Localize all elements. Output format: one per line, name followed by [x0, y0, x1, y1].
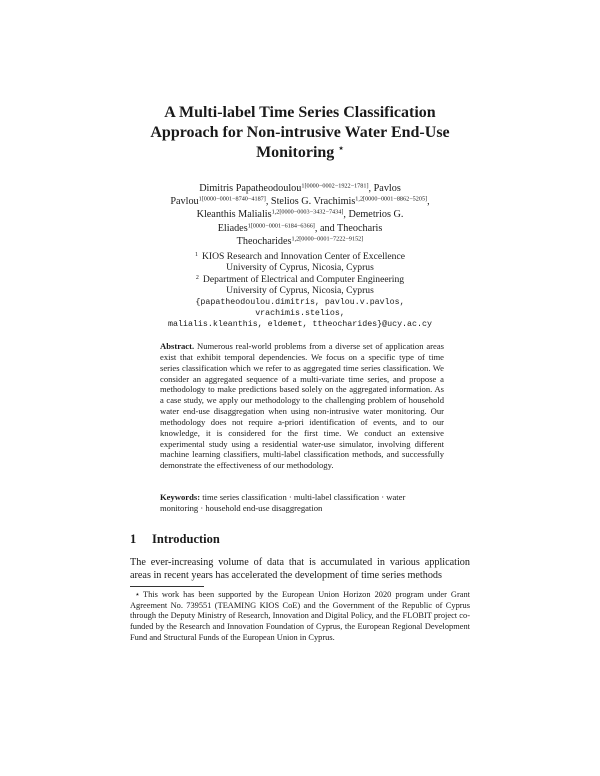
author-name: Pavlos Pavlou — [170, 183, 401, 208]
affiliations — [150, 251, 450, 331]
intro-paragraph: The ever-increasing volume of data that is accumulated in various application areas in recent years has accelerated the development of time series methods — [130, 557, 470, 581]
author-name: Kleanthis Malialis — [196, 209, 272, 221]
author-orcid: 1[0000−0001−6184−6366] — [247, 222, 315, 230]
author-list — [160, 182, 440, 248]
author-name: Stelios G. Vrachimis — [270, 196, 356, 208]
affiliation-line — [150, 262, 450, 273]
keywords-label: Keywords: — [160, 492, 201, 502]
affiliation-line — [150, 251, 450, 262]
author-orcid: 1,2[0000−0003−3432−7434] — [271, 208, 344, 216]
section-number: 1 — [130, 532, 137, 546]
affiliation-text: Department of Electrical and Computer Engineering — [202, 273, 405, 285]
author-separator: , — [343, 209, 349, 221]
footnote-text: This work has been supported by the European Union Horizon 2020 program under Grant Agreement No. 739551 (TEAMING KIOS CoE) and the Government of the Republic of Cyprus through the Deputy Ministry of Research, Innovation and Digital Policy, and the FLOBIT project co-funded by the Research and Innovation Foundation of Cyprus, the European Regional Development Fund and Structural Funds of the European Union in Cyprus. — [130, 590, 470, 642]
author-orcid: 1[0000−0002−1922−1781] — [301, 182, 369, 190]
keywords-text: time series classification · multi-label classification · water monitoring · household end-use disaggregation — [160, 492, 406, 513]
author-separator: , — [368, 183, 374, 194]
author-name: Dimitris Papatheodoulou — [199, 183, 302, 194]
abstract-text: Numerous real-world problems from a diverse set of application areas exist that exhibit temporal dependencies. We focus on a specific type of time series classification which we refer to as aggregated time series classification. We consider an aggregated sequence of a multi-variate time series, and propose a methodology to make predictions based solely on the aggregated information. As a case study, we apply our methodology to the challenging problem of household water end-use disaggregation when using non-intrusive water monitoring. Our methodology does not require a-priori identification of events, and to our knowledge, it is considered for the first time. We conduct an extensive experimental study using a residential water-use simulator, involving different machine learning classifiers, multi-label classification methods, and successfully demonstrate the effectiveness of our methodology. — [160, 341, 444, 471]
author-name: Demetrios G. Eliades — [217, 209, 404, 234]
author-separator: , — [265, 196, 271, 208]
abstract-label: Abstract. — [160, 341, 195, 351]
footnote — [130, 590, 470, 644]
affiliation-text: University of Cyprus, Nicosia, Cyprus — [226, 285, 374, 297]
author-orcid: 1[0000−0001−8740−4187] — [198, 195, 266, 203]
affiliation-number: 2 — [195, 274, 199, 281]
footnote-rule — [130, 586, 204, 587]
keywords — [160, 492, 444, 514]
author-orcid: 1,2[0000−0001−7222−9152] — [291, 235, 364, 243]
affiliation-line — [150, 285, 450, 296]
abstract — [160, 341, 444, 471]
author-name: Theocharis Theocharides — [236, 222, 383, 247]
title-footnote-mark: ⋆ — [338, 143, 344, 153]
section-heading — [130, 532, 220, 547]
footnote-mark: ⋆ — [134, 590, 140, 599]
paper-title — [130, 103, 470, 163]
section-title: Introduction — [152, 532, 220, 546]
affiliation-number: 1 — [195, 252, 198, 258]
email-line: {papatheodoulou.dimitris, pavlou.v.pavlos, vrachimis.stelios, — [195, 297, 405, 319]
affiliation-text: KIOS Research and Innovation Center of Excellence — [202, 251, 405, 262]
affiliation-line — [150, 274, 450, 285]
affiliation-text: University of Cyprus, Nicosia, Cyprus — [226, 262, 374, 274]
author-separator: , and — [314, 222, 338, 234]
paper-title-text: A Multi-label Time Series Classification Approach for Non-intrusive Water End-Use Monitoring — [150, 104, 450, 161]
author-separator: , — [427, 196, 430, 208]
author-orcid: 1,2[0000−0001−8862−5205] — [355, 195, 428, 203]
email-line: malialis.kleanthis, eldemet, ttheocharides}@ucy.ac.cy — [168, 320, 432, 330]
